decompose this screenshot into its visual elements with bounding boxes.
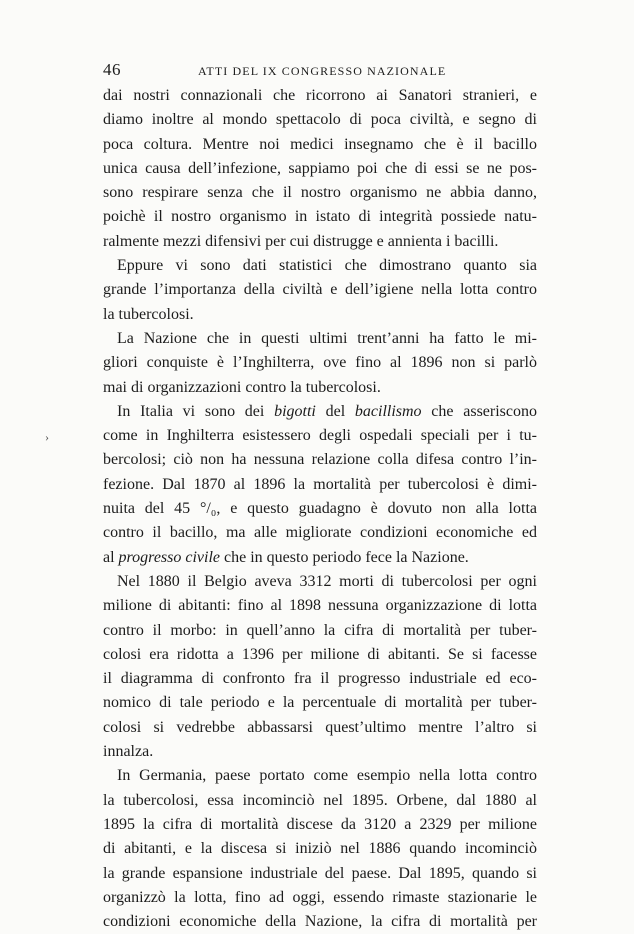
text-line: la tubercolosi. — [103, 305, 194, 323]
page-header — [103, 60, 537, 82]
margin-mark: › — [45, 430, 49, 444]
text-run: che in questo periodo fece la Nazione. — [220, 548, 469, 566]
text-line: unica causa dell’infezione, sappiamo poi che di essi se ne pos- — [103, 159, 537, 177]
text-line: contro il bacillo, ma alle migliorate condizioni economiche ed — [103, 524, 537, 542]
text-line: poichè il nostro organismo in istato di integrità possiede natu- — [103, 208, 537, 226]
text-line: nomico di tale periodo e la percentuale di mortalità per tuber- — [103, 694, 537, 712]
text-line: la grande espansione industriale del paese. Dal 1895, quando si — [103, 864, 537, 882]
text-line: innalza. — [103, 743, 154, 761]
text-line: condizioni economiche della Nazione, la cifra di mortalità per — [103, 913, 537, 931]
text-run: In Italia vi sono dei — [117, 402, 275, 420]
running-title: ATTI DEL IX CONGRESSO NAZIONALE — [198, 64, 447, 78]
text-line: Eppure vi sono dati statistici che dimostrano quanto sia — [117, 257, 537, 275]
text-line: mai di organizzazioni contro la tubercolosi. — [103, 378, 381, 396]
text-line: organizzò la lotta, fino ad oggi, essendo rimaste stazionarie le — [103, 888, 537, 906]
text-run: del — [315, 402, 355, 420]
italic-text: progresso civile — [118, 548, 221, 566]
text-line: La Nazione che in questi ultimi trent’anni ha fatto le mi- — [117, 329, 537, 347]
text-line: dai nostri connazionali che ricorrono ai Sanatori stranieri, e — [103, 87, 537, 104]
text-line: Nel 1880 il Belgio aveva 3312 morti di tubercolosi per ogni — [117, 572, 537, 590]
text-line: ralmente mezzi difensivi per cui distrugge e annienta i bacilli. — [103, 232, 499, 250]
text-line: milione di abitanti: fino al 1898 nessuna organizzazione di lotta — [103, 597, 537, 615]
text-run: al — [103, 548, 119, 566]
text-line: di abitanti, e la discesa si iniziò nel 1886 quando incominciò — [103, 840, 537, 858]
text-line: il diagramma di confronto fra il progresso industriale ed eco- — [103, 670, 537, 688]
text-line: poca coltura. Mentre noi medici insegnamo che è il bacillo — [103, 135, 537, 153]
text-line: In Germania, paese portato come esempio nella lotta contro — [117, 767, 537, 785]
text-line: come in Inghilterra esistessero degli ospedali speciali per i tu- — [103, 427, 537, 445]
text-line: colosi era ridotta a 1396 per milione di abitanti. Se si facesse — [103, 645, 537, 663]
text-line — [103, 400, 537, 424]
page-number: 46 — [103, 60, 121, 79]
text-line: contro il morbo: in quell’anno la cifra di mortalità per tuber- — [103, 621, 537, 639]
text-line — [103, 546, 537, 570]
text-line: bercolosi; ciò non ha nessuna relazione colla difesa contro l’in- — [103, 451, 537, 469]
text-line: gliori conquiste è l’Inghilterra, ove fino al 1896 non si parlò — [103, 354, 537, 372]
text-line: 1895 la cifra di mortalità discese da 3120 a 2329 per milione — [103, 815, 537, 833]
italic-text: bigotti — [274, 402, 316, 420]
text-run: che asseriscono — [421, 402, 537, 420]
italic-text: bacillismo — [354, 402, 422, 420]
text-line: grande l’importanza della civiltà e dell’igiene nella lotta contro — [103, 281, 537, 299]
text-line: fezione. Dal 1870 al 1896 la mortalità per tubercolosi è dimi- — [103, 475, 537, 493]
text-line: nuita del 45 °/₀, e questo guadagno è dovuto non alla lotta — [103, 500, 537, 518]
body-text — [103, 84, 537, 934]
text-line: diamo inoltre al mondo spettacolo di poca civiltà, e segno di — [103, 111, 537, 129]
text-line: sono respirare senza che il nostro organismo ne abbia danno, — [103, 184, 537, 202]
text-line: la tubercolosi, essa incominciò nel 1895. Orbene, dal 1880 al — [103, 791, 537, 809]
text-line: colosi si vedrebbe abbassarsi quest’ultimo mentre l’altro si — [103, 718, 537, 736]
